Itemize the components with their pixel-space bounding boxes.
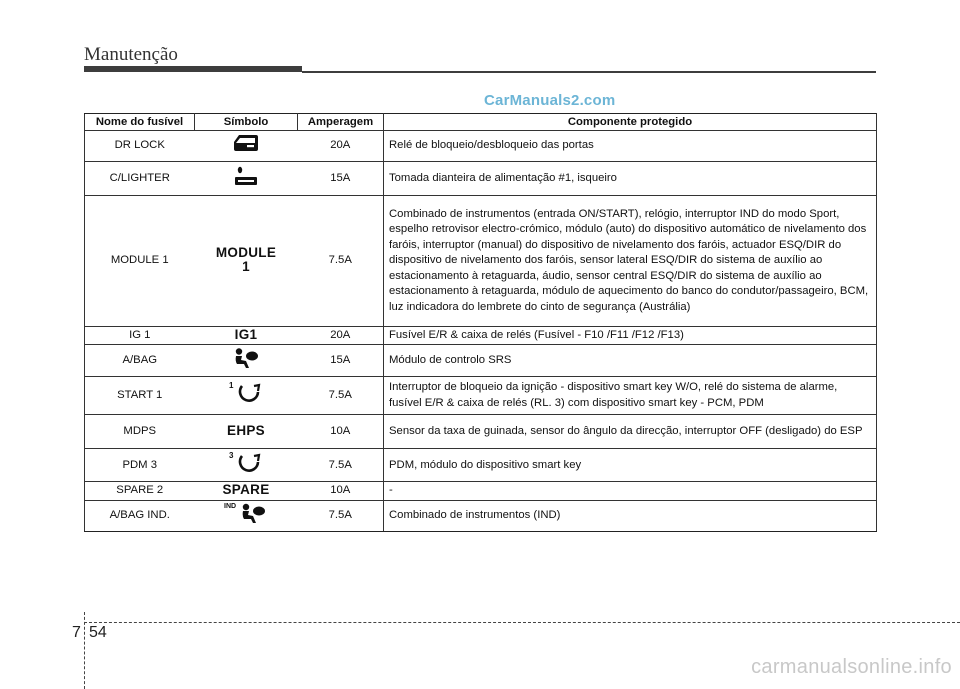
ignition-key-icon <box>228 450 264 476</box>
header-bar <box>84 66 302 72</box>
module-symbol-line-1: MODULE <box>215 244 277 260</box>
fuse-component: Sensor da taxa de guinada, sensor do ângulo da direcção, interruptor OFF (desligado) do ESP <box>384 415 877 449</box>
fuse-amperage: 15A <box>298 345 384 377</box>
airbag-icon <box>232 347 260 369</box>
fuse-component: PDM, módulo do dispositivo smart key <box>384 449 877 482</box>
watermark-top: CarManuals2.com <box>484 92 616 109</box>
table-row <box>85 500 877 531</box>
table-row <box>85 482 877 500</box>
footer-vertical-rule <box>84 612 85 689</box>
table-row <box>85 131 877 162</box>
fuse-name: MDPS <box>85 415 195 449</box>
header-rule <box>302 71 876 73</box>
ehps-symbol-label: EHPS <box>227 423 265 439</box>
fuse-name: A/BAG IND. <box>85 500 195 531</box>
table-row <box>85 449 877 482</box>
fuse-symbol <box>195 482 298 500</box>
fuse-symbol <box>195 500 298 531</box>
table-row <box>85 162 877 196</box>
fuse-amperage: 10A <box>298 415 384 449</box>
column-header: Símbolo <box>195 114 298 131</box>
fuse-name: A/BAG <box>85 345 195 377</box>
fuse-component: Fusível E/R & caixa de relés (Fusível - F10 /F11 /F12 /F13) <box>384 327 877 345</box>
fuse-symbol <box>195 162 298 196</box>
fuse-symbol <box>195 131 298 162</box>
fuse-name: MODULE 1 <box>85 196 195 327</box>
table-header-row <box>85 114 877 131</box>
ig1-symbol-label: IG1 <box>234 327 258 342</box>
column-header: Componente protegido <box>384 114 877 131</box>
fuse-amperage: 7.5A <box>298 196 384 327</box>
fuse-component: Relé de bloqueio/desbloqueio das portas <box>384 131 877 162</box>
fuse-amperage: 7.5A <box>298 500 384 531</box>
fuse-amperage: 15A <box>298 162 384 196</box>
fuse-amperage: 7.5A <box>298 449 384 482</box>
start-1-superscript: 1 <box>229 381 234 391</box>
fuse-component: Tomada dianteira de alimentação #1, isqueiro <box>384 162 877 196</box>
fuse-component: Combinado de instrumentos (entrada ON/START), relógio, interruptor IND do modo Sport, espelho retrovisor electro-crómico, módulo (auto) do dispositivo automático de nivelamento dos faróis, interruptor (manual) do dispositivo de nivelamento dos faróis, actuador ESQ/DIR do dispositivo de nivelamento dos faróis, sensor lateral ESQ/DIR do sistema de auxílio ao estacionamento à retaguarda, áudio, sensor central ESQ/DIR do sistema de auxílio ao estacionamento à retaguarda, módulo de aquecimento do banco do condutor/passageiro, BCM, luz indicadora do lembrete do cinto de segurança (Austrália) <box>384 196 877 327</box>
table-row <box>85 415 877 449</box>
table-row <box>85 196 877 327</box>
table-row <box>85 377 877 415</box>
fuse-component: Módulo de controlo SRS <box>384 345 877 377</box>
column-header: Amperagem <box>298 114 384 131</box>
fuse-amperage: 7.5A <box>298 377 384 415</box>
watermark-bottom: carmanualsonline.info <box>751 656 952 678</box>
spare-symbol-label: SPARE <box>222 482 270 498</box>
fuse-name: SPARE 2 <box>85 482 195 500</box>
table-row <box>85 327 877 345</box>
fuse-amperage: 20A <box>298 131 384 162</box>
page-number: 54 <box>89 624 107 641</box>
fuse-symbol <box>195 345 298 377</box>
fuse-amperage: 20A <box>298 327 384 345</box>
fuse-component: - <box>384 482 877 500</box>
ignition-key-icon <box>228 380 264 406</box>
fuse-name: DR LOCK <box>85 131 195 162</box>
chapter-number: 7 <box>72 624 81 641</box>
footer-rule <box>84 622 960 623</box>
cigar-lighter-icon <box>234 165 258 187</box>
fuse-symbol <box>195 415 298 449</box>
fuse-symbol <box>195 196 298 327</box>
module-symbol-label <box>216 246 276 274</box>
airbag-ind-superscript: IND <box>224 502 237 510</box>
column-header: Nome do fusível <box>85 114 195 131</box>
table-row <box>85 345 877 377</box>
fuse-component: Interruptor de bloqueio da ignição - dispositivo smart key W/O, relé do sistema de alarme, fusível E/R & caixa de relés (RL. 3) com dispositivo smart key - PCM, PDM <box>384 377 877 415</box>
airbag-indicator-icon <box>224 501 268 525</box>
module-symbol-line-2: 1 <box>242 258 250 274</box>
fuse-table <box>84 113 877 532</box>
page-header-title: Manutenção <box>84 44 178 65</box>
fuse-symbol <box>195 449 298 482</box>
fuse-name: C/LIGHTER <box>85 162 195 196</box>
fuse-name: START 1 <box>85 377 195 415</box>
fuse-name: IG 1 <box>85 327 195 345</box>
door-lock-icon <box>233 134 259 152</box>
fuse-symbol <box>195 327 298 345</box>
fuse-name: PDM 3 <box>85 449 195 482</box>
fuse-symbol <box>195 377 298 415</box>
fuse-amperage: 10A <box>298 482 384 500</box>
fuse-component: Combinado de instrumentos (IND) <box>384 500 877 531</box>
pdm-3-superscript: 3 <box>229 450 234 460</box>
